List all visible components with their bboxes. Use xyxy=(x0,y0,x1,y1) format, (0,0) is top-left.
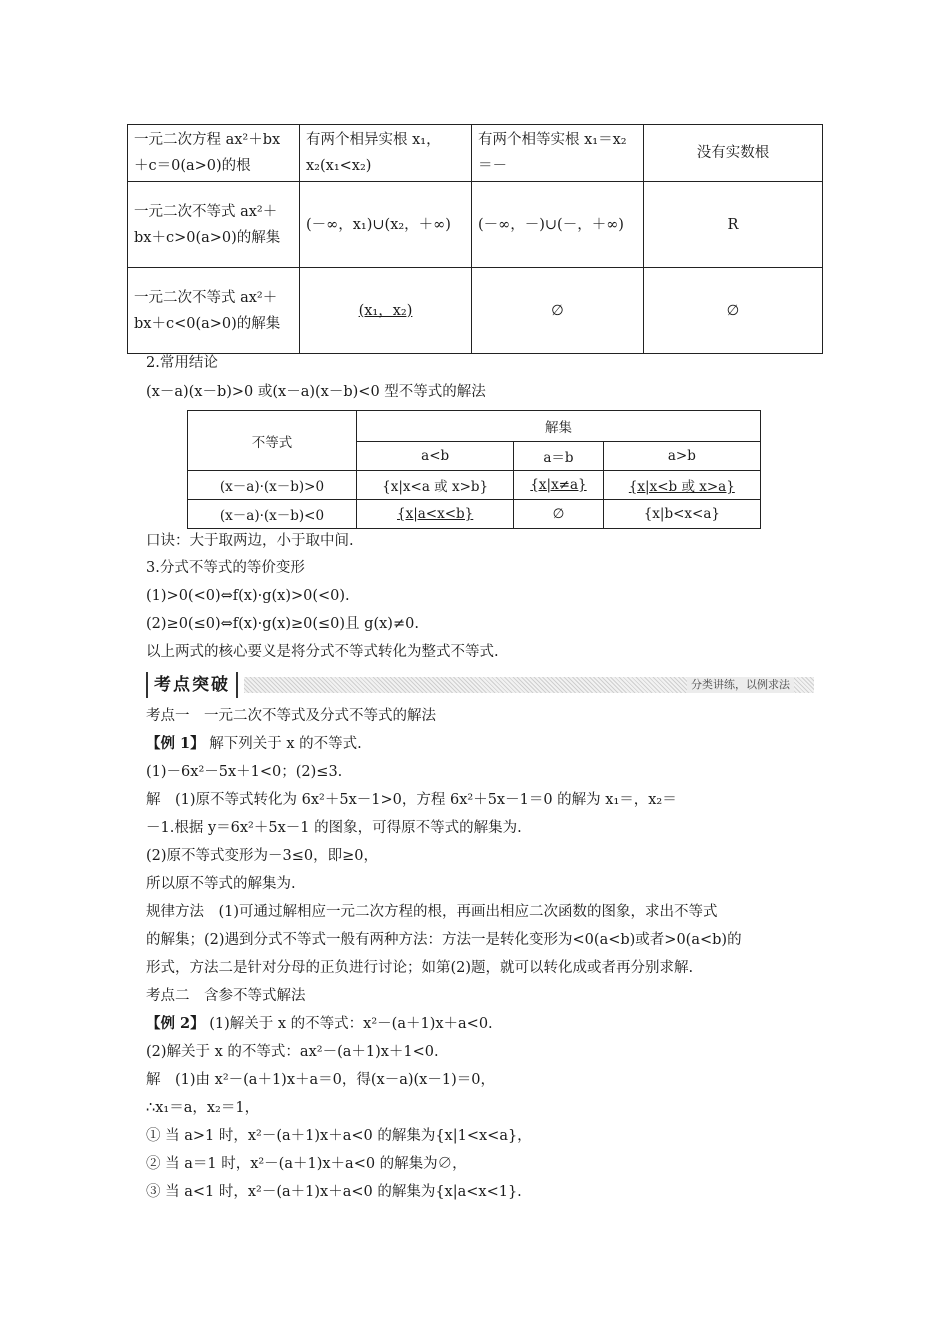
table-cell: (x－a)·(x－b)>0 xyxy=(188,471,357,500)
example-tag: 【例 1】 xyxy=(146,735,205,752)
paragraph: ② 当 a＝1 时，x²－(a＋1)x＋a<0 的解集为∅， xyxy=(146,1156,467,1172)
table-cell: 一元二次不等式 ax²＋bx＋c>0(a>0)的解集 xyxy=(128,182,300,268)
table-cell: {x|x≠a} xyxy=(514,471,603,500)
paragraph: (1)－6x²－5x＋1<0；(2)≤3. xyxy=(146,764,343,780)
table-cell: 没有实数根 xyxy=(644,125,823,182)
table-header: a>b xyxy=(603,442,760,471)
section-heading: 2.常用结论 xyxy=(146,355,218,371)
paragraph: (2)原不等式变形为－3≤0，即≥0， xyxy=(146,848,379,864)
paragraph: (2)≥0(≤0)⇔f(x)·g(x)≥0(≤0)且 g(x)≠0. xyxy=(146,616,419,632)
paragraph: ③ 当 a<1 时，x²－(a＋1)x＋a<0 的解集为{x|a<x<1}. xyxy=(146,1184,522,1200)
table-header: 解集 xyxy=(357,411,761,442)
example-line xyxy=(146,733,362,755)
table-row xyxy=(188,411,761,442)
banner-title: 考点突破 xyxy=(146,672,238,698)
paragraph: －1.根据 y＝6x²＋5x－1 的图象，可得原不等式的解集为. xyxy=(146,820,522,836)
example-text: 解下列关于 x 的不等式. xyxy=(209,736,362,752)
table-cell: 有两个相等实根 x₁＝x₂＝－ xyxy=(472,125,644,182)
section-heading: 考点一 一元二次不等式及分式不等式的解法 xyxy=(146,708,436,724)
table-cell: ∅ xyxy=(472,268,644,354)
table-cell: (－∞，－)∪(－，＋∞) xyxy=(472,182,644,268)
paragraph: 的解集；(2)遇到分式不等式一般有两种方法：方法一是转化变形为<0(a<b)或者>0(a<b)的 xyxy=(146,932,742,948)
paragraph: 规律方法 (1)可通过解相应一元二次方程的根，再画出相应二次函数的图象，求出不等式 xyxy=(146,904,718,920)
table-cell: 有两个相异实根 x₁，x₂(x₁<x₂) xyxy=(300,125,472,182)
table-cell: R xyxy=(644,182,823,268)
table-cell: (－∞，x₁)∪(x₂，＋∞) xyxy=(300,182,472,268)
paragraph: 所以原不等式的解集为. xyxy=(146,876,296,892)
section-heading: 考点二 含参不等式解法 xyxy=(146,988,306,1004)
table-header: 不等式 xyxy=(188,411,357,471)
section-heading: 3.分式不等式的等价变形 xyxy=(146,560,305,576)
example-text: (1)解关于 x 的不等式：x²－(a＋1)x＋a<0. xyxy=(209,1016,493,1032)
table-cell: {x|x<b 或 x>a} xyxy=(603,471,760,500)
table-row xyxy=(128,182,823,268)
table-row xyxy=(128,125,823,182)
table-cell: 一元二次不等式 ax²＋bx＋c<0(a>0)的解集 xyxy=(128,268,300,354)
table-row xyxy=(128,268,823,354)
paragraph: (2)解关于 x 的不等式：ax²－(a＋1)x＋1<0. xyxy=(146,1044,439,1060)
paragraph: (1)>0(<0)⇔f(x)·g(x)>0(<0). xyxy=(146,588,350,604)
table-cell: 一元二次方程 ax²＋bx＋c＝0(a>0)的根 xyxy=(128,125,300,182)
paragraph: 解 (1)原不等式转化为 6x²＋5x－1>0，方程 6x²＋5x－1＝0 的解为 x₁＝，x₂＝ xyxy=(146,792,677,808)
paragraph: 口诀：大于取两边，小于取中间. xyxy=(146,533,354,549)
paragraph: 解 (1)由 x²－(a＋1)x＋a＝0，得(x－a)(x－1)＝0， xyxy=(146,1072,495,1088)
banner-subtitle: 分类讲练，以例求法 xyxy=(687,677,794,693)
table-header: a<b xyxy=(357,442,514,471)
section-banner xyxy=(146,672,814,698)
conclusion-table xyxy=(187,410,761,529)
quadratic-summary-table xyxy=(127,124,823,354)
paragraph: (x－a)(x－b)>0 或(x－a)(x－b)<0 型不等式的解法 xyxy=(146,384,486,400)
table-cell: (x－a)·(x－b)<0 xyxy=(188,500,357,529)
paragraph: ∴x₁＝a，x₂＝1， xyxy=(146,1100,260,1116)
paragraph: 形式，方法二是针对分母的正负进行讨论；如第(2)题，就可以转化成或者再分别求解. xyxy=(146,960,694,976)
table-row xyxy=(188,471,761,500)
table-cell: ∅ xyxy=(644,268,823,354)
table-header: a＝b xyxy=(514,442,603,471)
table-cell: ∅ xyxy=(514,500,603,529)
paragraph: 以上两式的核心要义是将分式不等式转化为整式不等式. xyxy=(146,644,499,660)
paragraph: ① 当 a>1 时，x²－(a＋1)x＋a<0 的解集为{x|1<x<a}， xyxy=(146,1128,532,1144)
table-cell: {x|a<x<b} xyxy=(357,500,514,529)
table-row xyxy=(188,500,761,529)
table-cell: {x|b<x<a} xyxy=(603,500,760,529)
table-cell: (x₁，x₂) xyxy=(300,268,472,354)
example-line xyxy=(146,1013,493,1035)
example-tag: 【例 2】 xyxy=(146,1015,205,1032)
table-cell: {x|x<a 或 x>b} xyxy=(357,471,514,500)
